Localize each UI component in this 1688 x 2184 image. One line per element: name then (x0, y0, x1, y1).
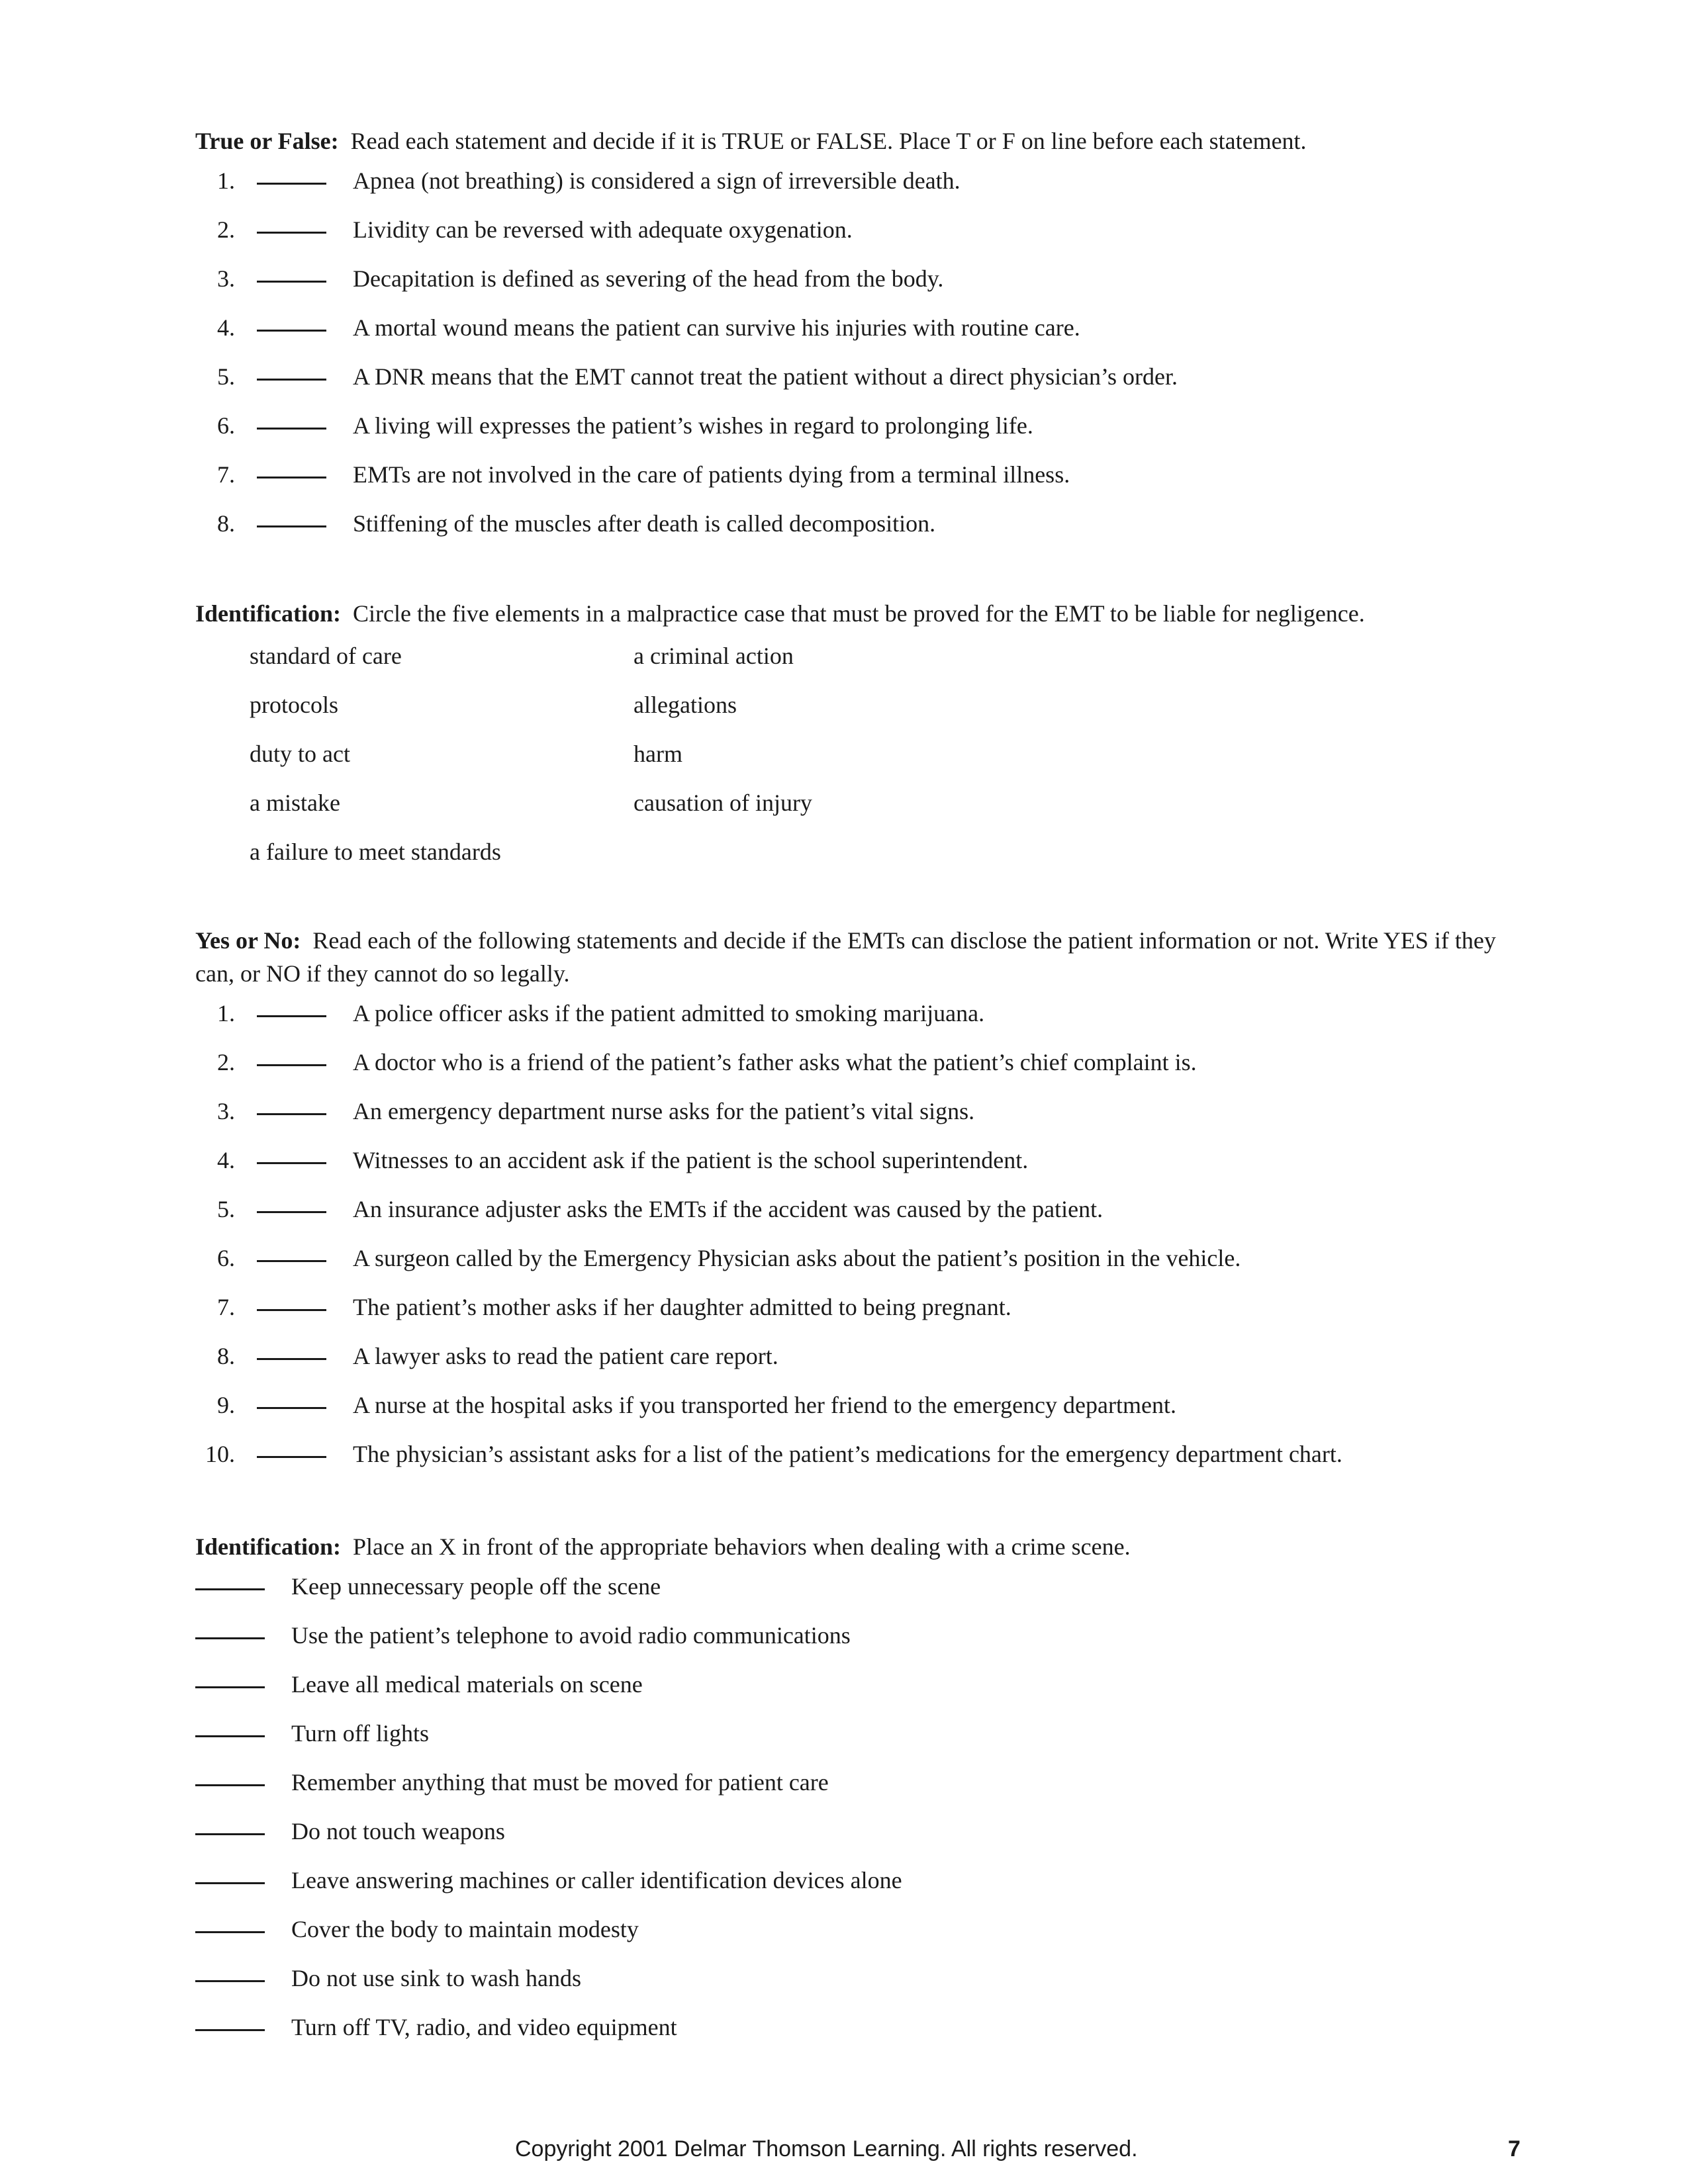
answer-blank[interactable] (257, 183, 326, 185)
list-item (195, 1195, 1539, 1244)
list-item (195, 1621, 1539, 1670)
list-item (195, 265, 1539, 314)
answer-blank[interactable] (257, 330, 326, 332)
answer-blank[interactable] (195, 2029, 265, 2031)
answer-blank[interactable] (257, 1113, 326, 1115)
item-text: Turn off lights (291, 1720, 430, 1747)
item-number: 4. (217, 314, 235, 341)
option-item[interactable]: causation of injury (633, 790, 812, 816)
list-item (195, 1097, 1539, 1146)
true-false-section (195, 124, 1539, 559)
item-text: The patient’s mother asks if her daughter admitted to being pregnant. (353, 1294, 1011, 1320)
answer-blank[interactable] (195, 1931, 265, 1933)
item-text: An emergency department nurse asks for the patient’s vital signs. (353, 1098, 975, 1124)
answer-blank[interactable] (257, 477, 326, 478)
option-item[interactable]: a failure to meet standards (250, 839, 501, 865)
option-item[interactable]: protocols (250, 692, 338, 718)
answer-blank[interactable] (195, 1784, 265, 1786)
answer-blank[interactable] (195, 1735, 265, 1737)
identification-instructions (195, 1530, 1539, 1563)
item-text: A nurse at the hospital asks if you transported her friend to the emergency department. (353, 1392, 1176, 1418)
list-item (195, 412, 1539, 461)
answer-blank[interactable] (257, 428, 326, 430)
list-item (195, 1440, 1539, 1489)
answer-blank[interactable] (195, 1882, 265, 1884)
instruction-text: Read each of the following statements and decide if the EMTs can disclose the patient information or not. Write YES if they can, or NO if they cannot do so legally. (195, 927, 1496, 987)
list-item (195, 216, 1539, 265)
option-item[interactable]: allegations (633, 692, 737, 718)
item-number: 6. (217, 412, 235, 439)
item-text: A living will expresses the patient’s wishes in regard to prolonging life. (353, 412, 1033, 439)
item-text: Apnea (not breathing) is considered a sign of irreversible death. (353, 167, 961, 194)
instruction-text: Place an X in front of the appropriate behaviors when dealing with a crime scene. (353, 1533, 1131, 1560)
item-text: Do not use sink to wash hands (291, 1965, 581, 1991)
item-number: 2. (217, 216, 235, 243)
answer-blank[interactable] (257, 232, 326, 234)
instruction-text: Read each statement and decide if it is TRUE or FALSE. Place T or F on line before each statement. (350, 128, 1307, 154)
option-item[interactable]: duty to act (250, 741, 350, 767)
answer-blank[interactable] (195, 1833, 265, 1835)
item-text: Stiffening of the muscles after death is called decomposition. (353, 510, 936, 537)
list-item (195, 363, 1539, 412)
instruction-text: Circle the five elements in a malpractice case that must be proved for the EMT to be liable for negligence. (353, 600, 1365, 627)
list-item (195, 1964, 1539, 2013)
answer-blank[interactable] (257, 1456, 326, 1458)
item-text: Leave answering machines or caller identification devices alone (291, 1867, 902, 1893)
answer-blank[interactable] (257, 1309, 326, 1311)
item-text: Do not touch weapons (291, 1818, 505, 1844)
section-label: True or False: (195, 128, 339, 154)
answer-blank[interactable] (195, 1637, 265, 1639)
item-number: 4. (217, 1147, 235, 1173)
item-text: EMTs are not involved in the care of patients dying from a terminal illness. (353, 461, 1070, 488)
item-number: 6. (217, 1245, 235, 1271)
list-item (195, 1768, 1539, 1817)
identification-malpractice-section (195, 597, 1539, 884)
item-number: 5. (217, 363, 235, 390)
item-text: An insurance adjuster asks the EMTs if the accident was caused by the patient. (353, 1196, 1103, 1222)
item-number: 10. (205, 1441, 235, 1467)
item-text: Lividity can be reversed with adequate oxygenation. (353, 216, 853, 243)
page-footer (0, 2136, 1688, 2169)
answer-blank[interactable] (257, 379, 326, 381)
item-text: Decapitation is defined as severing of the head from the body. (353, 265, 944, 292)
item-number: 9. (217, 1392, 235, 1418)
answer-blank[interactable] (257, 1064, 326, 1066)
option-item[interactable]: standard of care (250, 643, 402, 669)
list-item (195, 1342, 1539, 1391)
item-text: Cover the body to maintain modesty (291, 1916, 639, 1942)
item-number: 7. (217, 1294, 235, 1320)
item-text: A DNR means that the EMT cannot treat the patient without a direct physician’s order. (353, 363, 1178, 390)
item-text: Keep unnecessary people off the scene (291, 1573, 661, 1600)
answer-blank[interactable] (257, 1407, 326, 1409)
item-text: Leave all medical materials on scene (291, 1671, 643, 1698)
identification-instructions (195, 597, 1539, 630)
list-item (195, 1817, 1539, 1866)
yes-no-instructions (195, 924, 1539, 990)
answer-blank[interactable] (257, 1015, 326, 1017)
identification-crime-scene-section (195, 1530, 1539, 2062)
page-number: 7 (1508, 2136, 1521, 2161)
list-item (195, 1866, 1539, 1915)
list-item (195, 1915, 1539, 1964)
list-item (195, 1670, 1539, 1719)
crime-scene-list (195, 1572, 1539, 2062)
list-item (195, 1146, 1539, 1195)
item-text: A lawyer asks to read the patient care report. (353, 1343, 778, 1369)
list-item (195, 2013, 1539, 2062)
item-text: A mortal wound means the patient can survive his injuries with routine care. (353, 314, 1080, 341)
item-number: 1. (217, 1000, 235, 1026)
list-item (195, 1244, 1539, 1293)
yes-no-section (195, 924, 1539, 1489)
malpractice-options (250, 639, 1539, 884)
answer-blank[interactable] (195, 1686, 265, 1688)
answer-blank[interactable] (257, 281, 326, 283)
option-item[interactable]: a mistake (250, 790, 340, 816)
item-number: 3. (217, 1098, 235, 1124)
item-number: 8. (217, 510, 235, 537)
list-item (195, 1719, 1539, 1768)
list-item (195, 1293, 1539, 1342)
item-text: Turn off TV, radio, and video equipment (291, 2014, 677, 2040)
item-number: 7. (217, 461, 235, 488)
item-number: 5. (217, 1196, 235, 1222)
answer-blank[interactable] (257, 1162, 326, 1164)
item-text: A surgeon called by the Emergency Physician asks about the patient’s position in the vehicle. (353, 1245, 1241, 1271)
list-item (195, 1048, 1539, 1097)
section-label: Identification: (195, 1533, 341, 1560)
item-text: Remember anything that must be moved for patient care (291, 1769, 829, 1796)
item-text: The physician’s assistant asks for a list of the patient’s medications for the emergency department chart. (353, 1441, 1342, 1467)
item-text: Witnesses to an accident ask if the patient is the school superintendent. (353, 1147, 1029, 1173)
answer-blank[interactable] (257, 1260, 326, 1262)
true-false-list (195, 167, 1539, 559)
item-text: A doctor who is a friend of the patient’s father asks what the patient’s chief complaint is. (353, 1049, 1197, 1075)
list-item (195, 461, 1539, 510)
option-item[interactable]: harm (633, 741, 682, 767)
option-item[interactable]: a criminal action (633, 643, 794, 669)
item-number: 8. (217, 1343, 235, 1369)
item-text: A police officer asks if the patient admitted to smoking marijuana. (353, 1000, 985, 1026)
item-number: 2. (217, 1049, 235, 1075)
item-text: Use the patient’s telephone to avoid radio communications (291, 1622, 851, 1649)
list-item (195, 1391, 1539, 1440)
section-label: Identification: (195, 600, 341, 627)
list-item (195, 510, 1539, 559)
list-item (195, 314, 1539, 363)
copyright-notice: Copyright 2001 Delmar Thomson Learning. All rights reserved. (515, 2136, 1138, 2161)
yes-no-list (195, 999, 1539, 1489)
item-number: 3. (217, 265, 235, 292)
answer-blank[interactable] (257, 525, 326, 527)
list-item (195, 1572, 1539, 1621)
answer-blank[interactable] (195, 1980, 265, 1982)
answer-blank[interactable] (257, 1358, 326, 1360)
true-false-instructions (195, 124, 1539, 158)
answer-blank[interactable] (195, 1588, 265, 1590)
list-item (195, 167, 1539, 216)
item-number: 1. (217, 167, 235, 194)
answer-blank[interactable] (257, 1211, 326, 1213)
section-label: Yes or No: (195, 927, 301, 954)
list-item (195, 999, 1539, 1048)
